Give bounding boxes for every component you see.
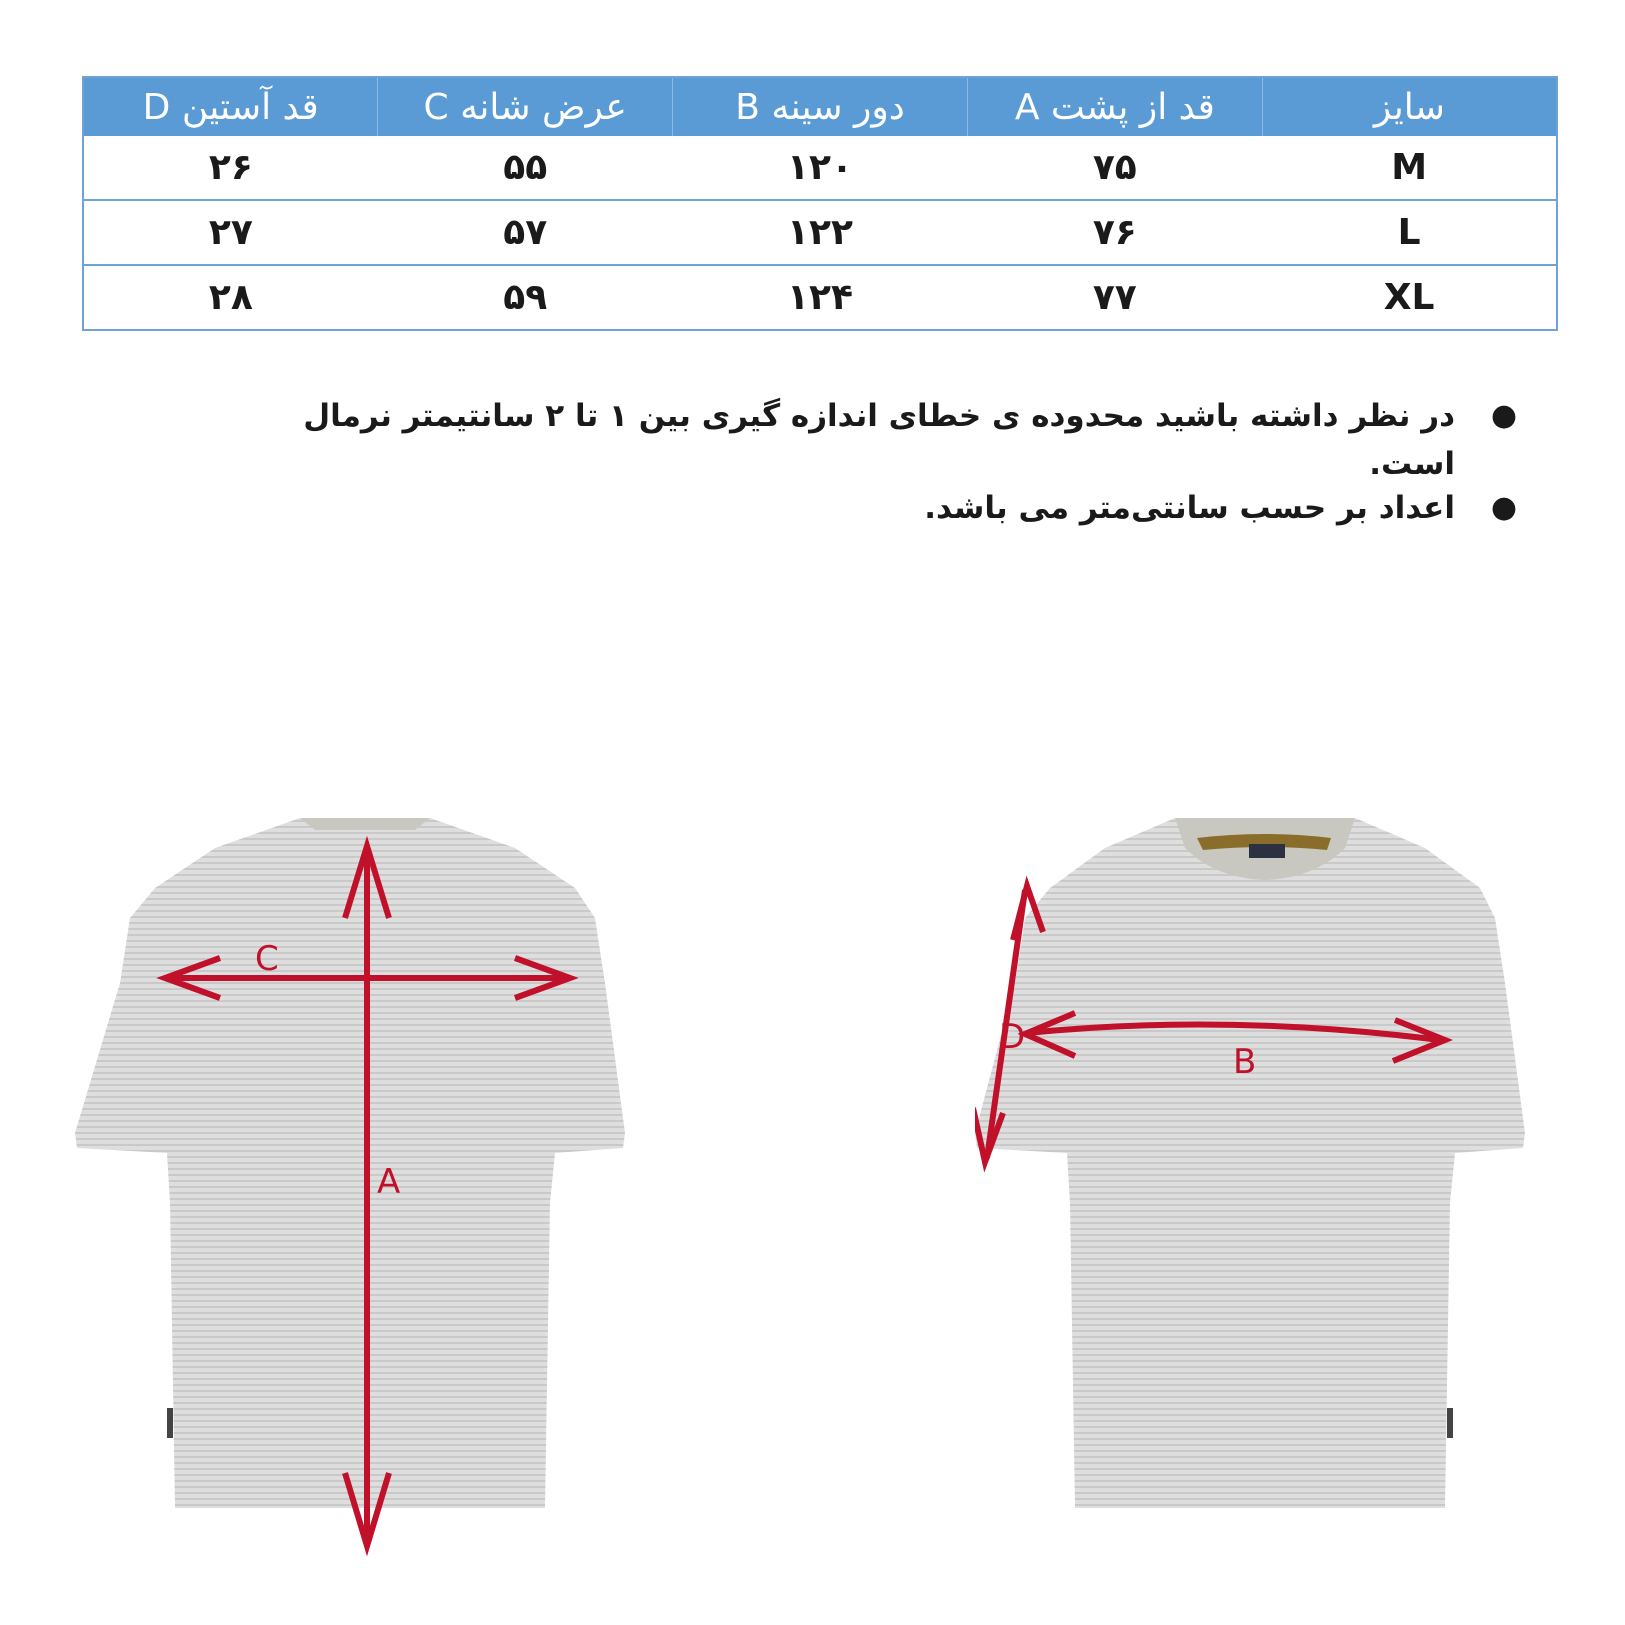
cell-sleeve: ۲۸: [83, 265, 378, 330]
header-row: [83, 77, 1557, 136]
label-c: C: [255, 939, 279, 979]
list-item: [255, 484, 1517, 576]
shirt-back-diagram: [75, 808, 655, 1558]
cell-back-length: ۷۵: [967, 136, 1262, 200]
note-measurement-error: در نظر داشته باشید محدوده ی خطای اندازه گیری بین ۱ تا ۲ سانتیمتر نرمال است.: [303, 398, 1455, 482]
table-row: [83, 200, 1557, 265]
cell-chest: ۱۲۲: [673, 200, 968, 265]
cell-back-length: ۷۷: [967, 265, 1262, 330]
note-units: اعداد بر حسب سانتی‌متر می باشد.: [924, 490, 1455, 526]
cell-size: M: [1262, 136, 1557, 200]
label-b: B: [1233, 1042, 1257, 1082]
cell-shoulder: ۵۷: [378, 200, 673, 265]
header-back-length: قد از پشت A: [967, 77, 1262, 136]
shirt-front-diagram: [975, 808, 1565, 1558]
cell-chest: ۱۲۰: [673, 136, 968, 200]
cell-chest: ۱۲۴: [673, 265, 968, 330]
header-chest: دور سینه B: [673, 77, 968, 136]
cell-sleeve: ۲۶: [83, 136, 378, 200]
table-row: [83, 136, 1557, 200]
header-shoulder: عرض شانه C: [378, 77, 673, 136]
header-size: سایز: [1262, 77, 1557, 136]
shirt-front-body: [975, 818, 1525, 1508]
notes-list: [255, 392, 1517, 576]
cell-shoulder: ۵۹: [378, 265, 673, 330]
shirt-label-tag: [1249, 844, 1285, 858]
shirt-tag: [167, 1408, 173, 1438]
label-d: D: [999, 1017, 1026, 1057]
cell-size: L: [1262, 200, 1557, 265]
size-table: [82, 76, 1558, 331]
label-a: A: [377, 1162, 401, 1202]
bullet-icon: ●: [1490, 490, 1517, 525]
table-row: [83, 265, 1557, 330]
shirt-back-body: [75, 818, 625, 1508]
header-sleeve: قد آستین D: [83, 77, 378, 136]
shirt-tag: [1447, 1408, 1453, 1438]
cell-back-length: ۷۶: [967, 200, 1262, 265]
cell-shoulder: ۵۵: [378, 136, 673, 200]
bullet-icon: ●: [1490, 398, 1517, 433]
list-item: [255, 392, 1517, 484]
shirt-back-collar: [300, 818, 430, 830]
cell-sleeve: ۲۷: [83, 200, 378, 265]
cell-size: XL: [1262, 265, 1557, 330]
